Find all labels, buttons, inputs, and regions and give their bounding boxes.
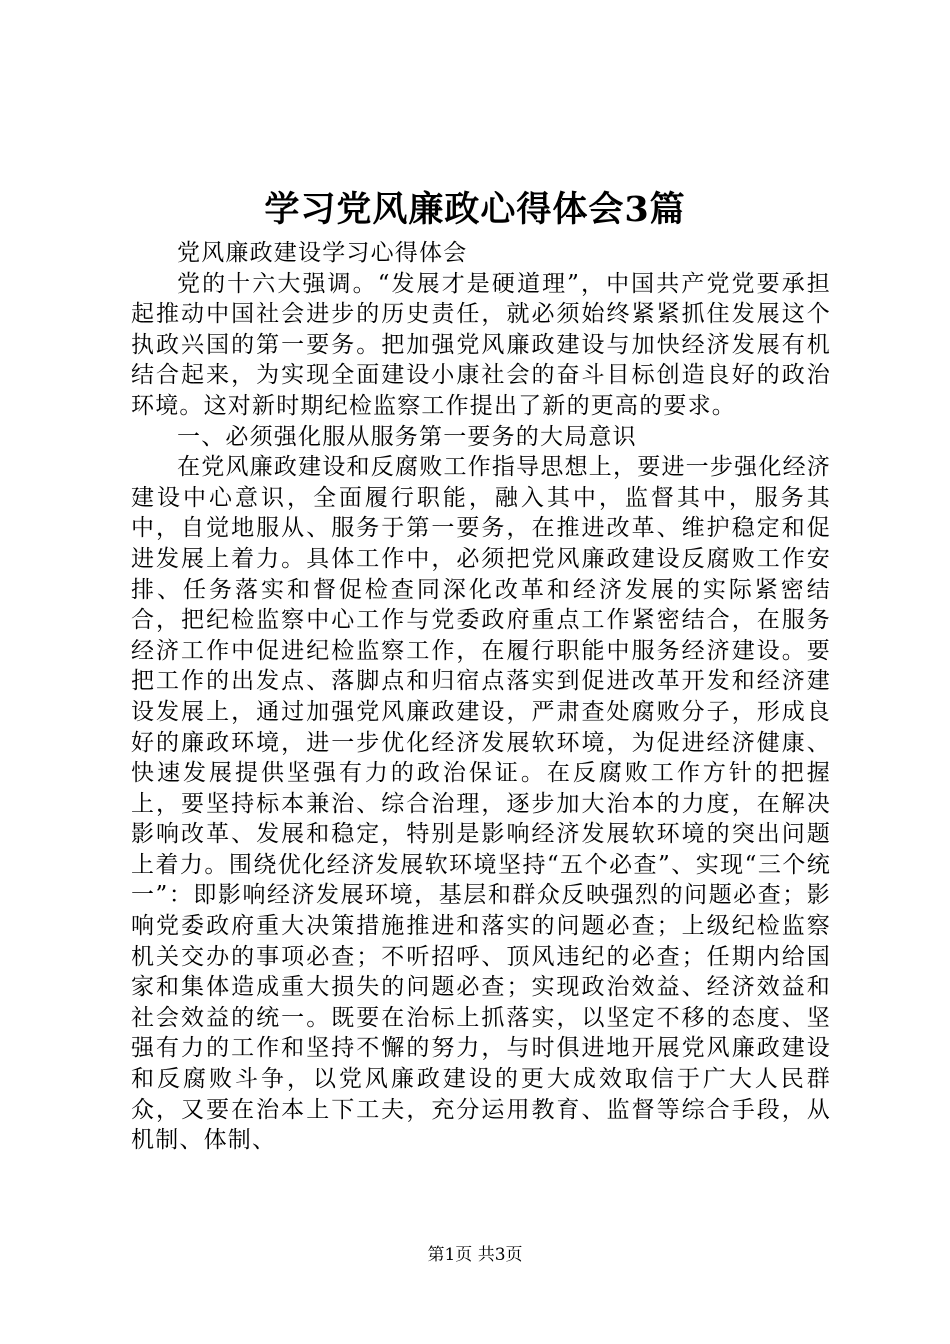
paragraph-section-1: 在党风廉政建设和反腐败工作指导思想上，要进一步强化经济建设中心意识，全面履行职能，融入其中，监督其中，服务其中，自觉地服从、服务于第一要务，在推进改革、维护稳定和促进发展上着力。具体工作中，必须把党风廉政建设反腐败工作安排、任务落实和督促检查同深化改革和经济发展的实际紧密结合，把纪检监察中心工作与党委政府重点工作紧密结合，在服务经济工作中促进纪检监察工作，在履行职能中服务经济建设。要把工作的出发点、落脚点和归宿点落实到促进改革开发和经济建设发展上，通过加强党风廉政建设，严肃查处腐败分子，形成良好的廉政环境，进一步优化经济发展软环境，为促进经济健康、快速发展提供坚强有力的政治保证。在反腐败工作方针的把握上，要坚持标本兼治、综合治理，逐步加大治本的力度，在解决影响改革、发展和稳定，特别是影响经济发展软环境的突出问题上着力。围绕优化经济发展软环境坚持“五个必查”、实现“三个统一”：即影响经济发展环境，基层和群众反映强烈的问题必查；影响党委政府重大决策措施推进和落实的问题必查；上级纪检监察机关交办的事项必查；不听招呼、顶风违纪的必查；任期内给国家和集体造成重大损失的问题必查；实现政治效益、经济效益和社会效益的统一。既要在治标上抓落实，以坚定不移的态度、坚强有力的工作和坚持不懈的努力，与时俱进地开展党风廉政建设和反腐败斗争，以党风廉政建设的更大成效取信于广大人民群众，又要在治本上下工夫，充分运用教育、监督等综合手段，从机制、体制、: [131, 454, 831, 1154]
section-heading-1: 一、必须强化服从服务第一要务的大局意识: [177, 423, 637, 450]
paragraph-intro: 党的十六大强调。“发展才是硬道理”，中国共产党党要承担起推动中国社会进步的历史责任，就必须始终紧紧抓住发展这个执政兴国的第一要务。把加强党风廉政建设与加快经济发展有机结合起来，为实现全面建设小康社会的奋斗目标创造良好的政治环境。这对新时期纪检监察工作提出了新的更高的要求。: [131, 270, 831, 419]
paragraph-subtitle: 党风廉政建设学习心得体会: [177, 240, 468, 266]
document-body: [131, 238, 831, 1156]
page-footer: 第1页 共3页: [427, 1245, 523, 1265]
document-title: 学习党风廉政心得体会3篇: [264, 189, 686, 230]
